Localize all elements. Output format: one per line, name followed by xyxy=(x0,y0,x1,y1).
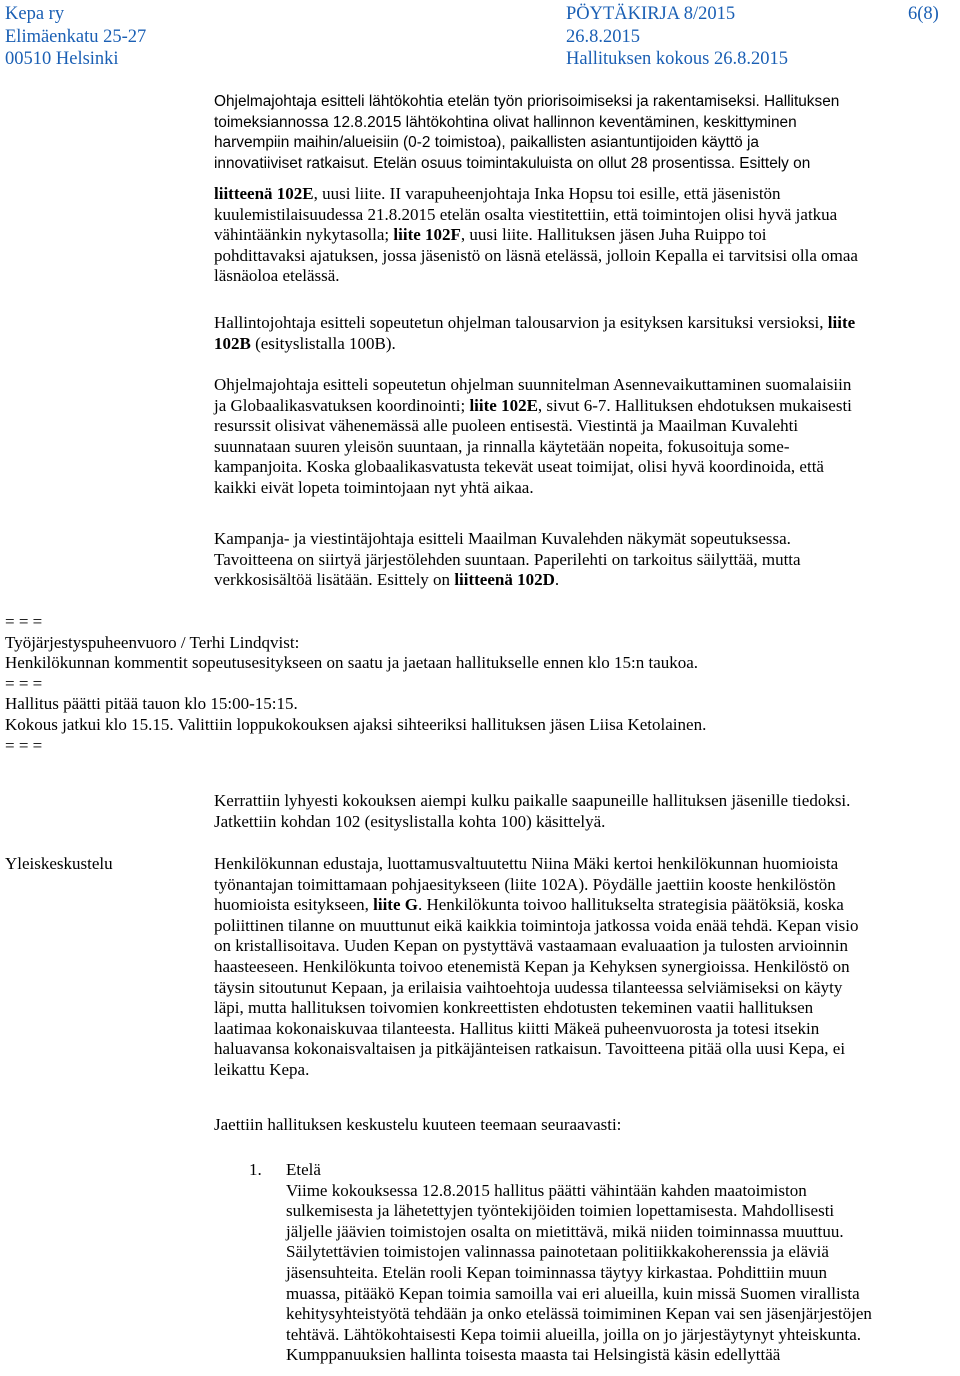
text-line: kaikki eivät lopeta toimintojaan nyt yhtä aikaa. xyxy=(214,477,534,497)
document-title: PÖYTÄKIRJA 8/2015 xyxy=(566,4,736,24)
section-label-general-discussion: Yleiskeskustelu xyxy=(5,854,113,873)
para-budget xyxy=(214,313,855,354)
text-line: Tavoitteena on siirtyä järjestölehden suuntaan. Paperilehti on tarkoitus säilyttää, mutta xyxy=(214,549,801,569)
text-line: Kampanja- ja viestintäjohtaja esitteli Maailman Kuvalehden näkymät sopeutuksessa. xyxy=(214,529,791,548)
text-line: läsnäoloa etelässä. xyxy=(214,266,340,286)
header-center xyxy=(566,3,788,71)
text-line: muassa, pitääkö Kepan toimia samoilla vai eri alueilla, kuin missä Suomen virallista xyxy=(286,1283,860,1303)
organization-postal: 00510 Helsinki xyxy=(5,49,119,69)
text-line: sulkemisesta ja lähetettyjen työntekijöiden toimien lopettamisesta. Mahdollisesti xyxy=(286,1201,835,1221)
para-program-south-cont xyxy=(214,184,858,287)
text-line: jäljelle jäävien toimistojen osalta on mietittävä, mikä niiden toiminnassa muuttuu. xyxy=(286,1221,844,1241)
para-themes-intro xyxy=(214,1115,621,1136)
text-line: työnantajan toimittamaan pohjaesitykseen (liite 102A). Pöydälle jaettiin kooste henkilöstön xyxy=(214,874,836,894)
text-line: Jatkettiin kohdan 102 (esityslistalla kohta 100) käsittelyä. xyxy=(214,811,606,831)
text-line: täysin sitoutunut Kepaan, ja erilaisia vaihtoehtoja uudessa tilanteessa selviämiseksi on käyty xyxy=(214,977,843,997)
separator: = = = xyxy=(5,735,43,755)
header-page xyxy=(908,3,939,26)
text-line: Säilytettävien toimistojen valinnassa painotetaan politiikkakoherenssia ja eläviä xyxy=(286,1242,829,1262)
text-line: leikattu Kepa. xyxy=(214,1059,310,1079)
text-line: harvempiin maihin/alueisiin (0-2 toimistoa), paikallisten asiantuntijoiden käyttö ja xyxy=(214,134,759,152)
text-line: haasteeseen. Henkilökunta toivoo etenemistä Kepan ja Kehyksen synergioissa. Henkilöstö on xyxy=(214,956,850,976)
page-number: 6(8) xyxy=(908,4,939,24)
text-line: Työjärjestyspuheenvuoro / Terhi Lindqvist: xyxy=(5,632,300,652)
text-line: vähintäänkin nykytasolla; liite 102F, uusi liite. Hallituksen jäsen Juha Ruippo toi xyxy=(214,225,767,245)
text-line: huomioista esitykseen, liite G. Henkilökunta toivoo hallitukselta strategisia päätöksiä, koska xyxy=(214,895,844,915)
document-date: 26.8.2015 xyxy=(566,26,640,47)
text-line: kehitysyhteistyötä tehdään ja onko etelässä toimiminen Kepan vai sen jäsenjärjestöjen xyxy=(286,1304,872,1324)
text-line: verkkosisältöä lisätään. Esittely on liitteenä 102D. xyxy=(214,570,560,590)
text-line: suunnataan suuren yleisön suuntaan, ja rinnalla käytetään nopeita, fokusoituja some- xyxy=(214,436,790,456)
text-line: Ohjelmajohtaja esitteli sopeutetun ohjelman suunnitelman Asennevaikuttaminen suomalaisiin xyxy=(214,375,852,394)
procedural-section xyxy=(5,612,706,756)
para-recap xyxy=(214,791,850,832)
text-line: poliittinen tilanne on muuttunut eikä kaikkia toimintoja jatkossa voida enää tehdä. Kepan visio xyxy=(214,915,859,935)
text-line: Ohjelmajohtaja esitteli lähtökohtia etelän työn priorisoimiseksi ja rakentamiseksi. Hallituksen xyxy=(214,93,840,110)
para-magazine xyxy=(214,529,801,591)
para-advocacy xyxy=(214,375,852,499)
text-line: Henkilökunnan kommentit sopeutusesitykseen on saatu ja jaetaan hallitukselle ennen klo 15:n taukoa. xyxy=(5,653,699,673)
text-line: ja Globaalikasvatuksen koordinointi; liite 102E, sivut 6-7. Hallituksen ehdotuksen mukaisesti xyxy=(214,395,852,415)
text-line: jäsensuhteita. Etelän rooli Kepan toiminnassa täytyy kirkastaa. Pohdittiin muun xyxy=(286,1262,828,1282)
text-line: Kerrattiin lyhyesti kokouksen aiempi kulku paikalle saapuneille hallituksen jäsenille tiedoksi. xyxy=(214,791,851,810)
organization-street: Elimäenkatu 25-27 xyxy=(5,26,147,47)
organization-name: Kepa ry xyxy=(5,4,65,24)
text-line: 102B (esityslistalla 100B). xyxy=(214,333,396,353)
separator: = = = xyxy=(5,612,43,631)
text-line: liitteenä 102E, uusi liite. II varapuheenjohtaja Inka Hopsu toi esille, että jäsenistön xyxy=(214,184,781,203)
text-line: Kokous jatkui klo 15.15. Valittiin loppukokouksen ajaksi sihteeriksi hallituksen jäsen Liisa Ketolainen. xyxy=(5,714,707,734)
text-line: Hallitus päätti pitää tauon klo 15:00-15:15. xyxy=(5,694,298,714)
list-item-title: Etelä xyxy=(286,1160,321,1179)
text-line: resurssit olisivat vähenemässä alle puoleen entisestä. Viestintä ja Maailman Kuvalehti xyxy=(214,416,799,436)
text-line: laatimaa kokonaiskuvaa tilanteesta. Hallitus kiitti Mäkeä puheenvuorosta ja totesi itsekin xyxy=(214,1018,820,1038)
list-item-number: 1. xyxy=(249,1160,262,1179)
list-item-south xyxy=(286,1160,872,1366)
text-line: innovatiiviset ratkaisut. Etelän osuus toimintakuluista on ollut 28 prosentissa. Esittely on xyxy=(214,154,811,172)
text-line: Jaettiin hallituksen keskustelu kuuteen teemaan seuraavasti: xyxy=(214,1115,622,1134)
meeting-name: Hallituksen kokous 26.8.2015 xyxy=(566,49,788,69)
para-staff-views xyxy=(214,854,858,1081)
text-line: Viime kokouksessa 12.8.2015 hallitus päätti vähintään kahden maatoimiston xyxy=(286,1180,807,1200)
text-line: läpi, mutta hallituksen toivomien konkreettisten ehdotusten tekeminen vaatii hallituksen xyxy=(214,998,814,1018)
text-line: Henkilökunnan edustaja, luottamusvaltuutettu Niina Mäki kertoi henkilökunnan huomioista xyxy=(214,854,839,873)
header-left xyxy=(5,3,146,71)
text-line: on kristallisoitava. Uuden Kepan on pystyttävä vastaamaan evaluaation ja tulosten arvioinnin xyxy=(214,936,849,956)
separator: = = = xyxy=(5,673,43,693)
text-line: Kumppanuuksien hallinta toisesta maasta tai Helsingistä käsin edellyttää xyxy=(286,1345,781,1365)
text-line: tehtävä. Lähtökohtaisesti Kepa toimii alueilla, joilla on jo järjestäytynyt yhteiskunta. xyxy=(286,1324,862,1344)
text-line: Hallintojohtaja esitteli sopeutetun ohjelman talousarvion ja esityksen karsituksi versioksi, liite xyxy=(214,313,856,332)
para-program-south xyxy=(214,92,839,174)
text-line: haluavansa kokonaisvaltaisen ja pitkäjänteisen ratkaisun. Tavoitteena pitää olla uusi Kepa, ei xyxy=(214,1039,846,1059)
text-line: kuulemistilaisuudessa 21.8.2015 etelän osalta viestitettiin, että toimintojen olisi hyvä jatkua xyxy=(214,204,838,224)
text-line: kampanjoita. Koska globaalikasvatusta tekevät useat toimijat, olisi hyvä koordinoida, että xyxy=(214,457,824,477)
text-line: pohdittavaksi ajatuksen, jossa jäsenistö on läsnä etelässä, jolloin Kepalla ei tarvitsisi olla omaa xyxy=(214,245,858,265)
text-line: toimeksiannossa 12.8.2015 lähtökohtina olivat hallinnon keventäminen, keskittyminen xyxy=(214,113,797,131)
